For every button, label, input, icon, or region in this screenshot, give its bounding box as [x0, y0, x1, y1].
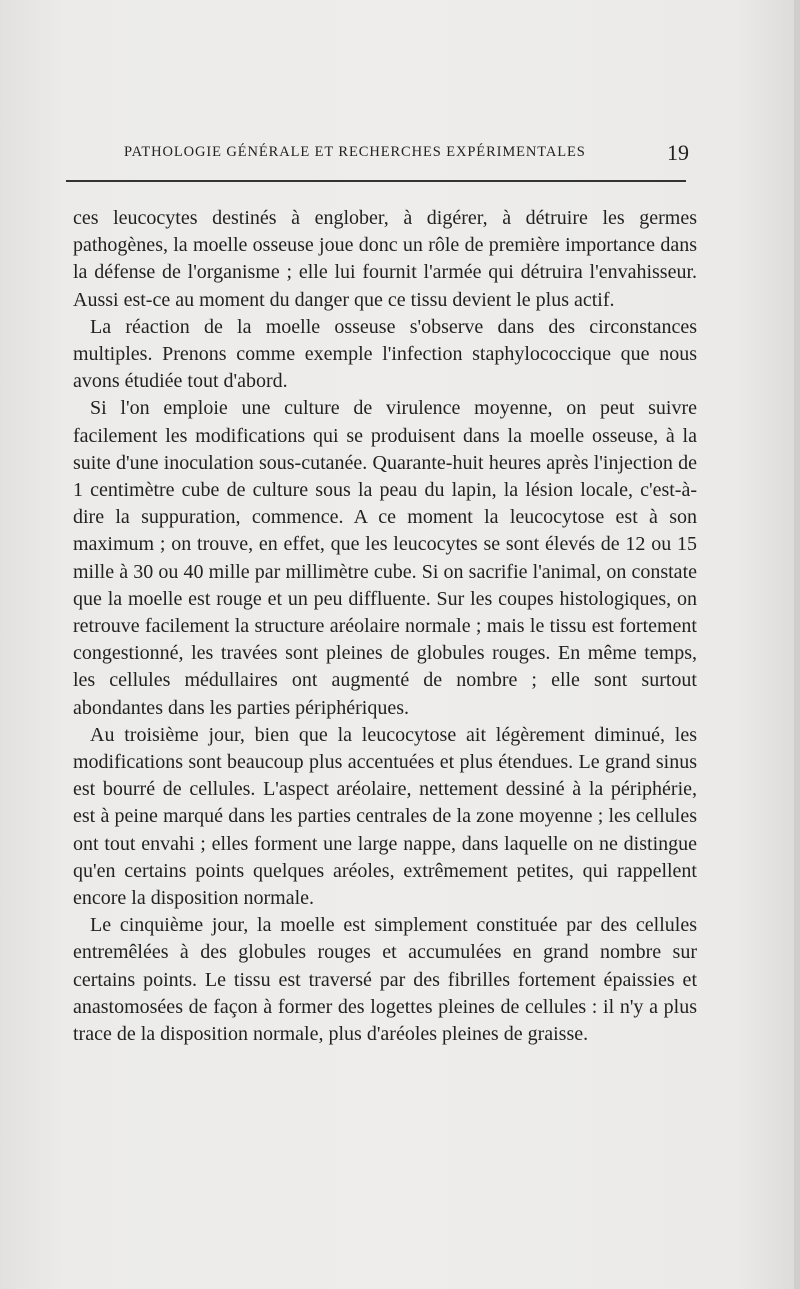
page-number: 19: [667, 140, 689, 165]
page-edge: [794, 0, 800, 1289]
paragraph: Le cinquième jour, la moelle est simplement constituée par des cellules entremêlées à des globules rouges et accumulées en grand nombre sur certains points. Le tissu est traversé par des fibrilles fortement épaissies et anastomosées de façon à former des logettes pleines de cellules : il n'y a plus trace de la disposition normale, plus d'aréoles pleines de graisse.: [73, 914, 697, 1046]
header-rule: [66, 180, 686, 182]
running-title: PATHOLOGIE GÉNÉRALE ET RECHERCHES EXPÉRIMENTALES: [124, 144, 586, 160]
paragraph: Si l'on emploie une culture de virulence moyenne, on peut suivre facilement les modifications qui se produisent dans la moelle osseuse, à la suite d'une inoculation sous-cutanée. Quarante-huit heures après l'injection de 1 centimètre cube de culture sous la peau du lapin, la lésion locale, c'est-à-dire la suppuration, commence. A ce moment la leucocytose est à son maximum ; on trouve, en effet, que les leucocytes se sont élevés de 12 ou 15 mille à 30 ou 40 mille par millimètre cube. Si on sacrifie l'animal, on constate que la moelle est rouge et un peu diffluente. Sur les coupes histologiques, on retrouve facilement la structure aréolaire normale ; mais le tissu est fortement congestionné, les travées sont pleines de globules rouges. En même temps, les cellules médullaires ont augmenté de nombre ; elle sont surtout abondantes dans les parties périphériques.: [73, 397, 697, 719]
page-header: [124, 140, 689, 170]
body-text: [73, 205, 697, 1048]
paragraph: Au troisième jour, bien que la leucocytose ait légèrement diminué, les modifications sont beaucoup plus accentuées et plus étendues. Le grand sinus est bourré de cellules. L'aspect aréolaire, nettement dessiné à la périphérie, est à peine marqué dans les parties centrales de la zone moyenne ; les cellules ont tout envahi ; elles forment une large nappe, dans laquelle on ne distingue qu'en certains points quelques aréoles, extrêmement petites, qui rappellent encore la disposition normale.: [73, 723, 697, 910]
paragraph: La réaction de la moelle osseuse s'observe dans des circonstances multiples. Prenons comme exemple l'infection staphylococcique que nous avons étudiée tout d'abord.: [73, 315, 697, 393]
paragraph-continued: ces leucocytes destinés à englober, à digérer, à détruire les germes pathogènes, la moelle osseuse joue donc un rôle de première importance dans la défense de l'organisme ; elle lui fournit l'armée qui détruira l'envahisseur. Aussi est-ce au moment du danger que ce tissu devient le plus actif.: [73, 207, 697, 311]
